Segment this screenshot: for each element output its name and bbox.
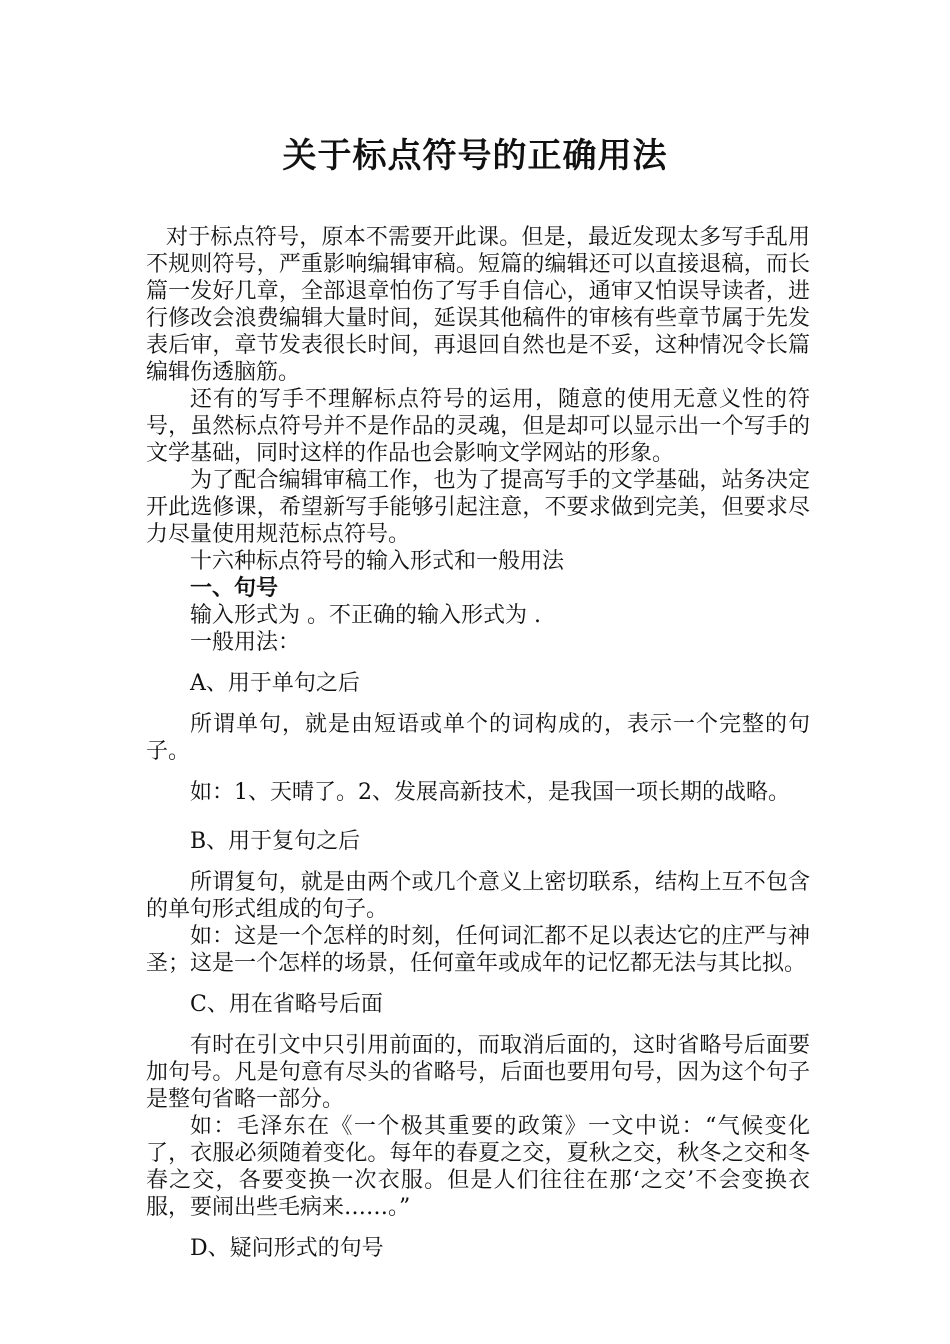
intro-paragraph: 对于标点符号，原本不需要开此课。但是，最近发现太多写手乱用不规则符号，严重影响编辑审稿。短篇的编辑还可以直接退稿，而长篇一发好几章，全部退章怕伤了写手自信心，通审又怕误导读者，进行修改会浪费编辑大量时间，延误其他稿件的审核有些章节属于先发表后审，章节发表很长时间，再退回自然也是不妥，这种情况令长篇编辑伤透脑筋。 bbox=[146, 225, 810, 385]
subheading-a: A、用于单句之后 bbox=[190, 671, 360, 696]
document-title: 关于标点符号的正确用法 bbox=[282, 136, 668, 176]
paragraph-a-example: 如：1、天晴了。2、发展高新技术，是我国一项长期的战略。 bbox=[190, 780, 790, 805]
section-heading-period: 一、句号 bbox=[190, 575, 279, 601]
paragraph-c-description: 有时在引文中只引用前面的，而取消后面的，这时省略号后面要加句号。凡是句意有尽头的省略号，后面也要用句号，因为这个句子是整句省略一部分。 bbox=[146, 1033, 810, 1112]
general-usage-label: 一般用法： bbox=[190, 630, 301, 655]
period-input-form: 输入形式为 。不正确的输入形式为 . bbox=[190, 603, 541, 628]
paragraph-sixteen-symbols: 十六种标点符号的输入形式和一般用法 bbox=[190, 549, 565, 574]
subheading-c: C、用在省略号后面 bbox=[190, 992, 383, 1017]
subheading-b: B、用于复句之后 bbox=[190, 829, 361, 854]
paragraph-b-description: 所谓复句，就是由两个或几个意义上密切联系，结构上互不包含的单句形式组成的句子。 bbox=[146, 870, 810, 922]
paragraph-symbol-usage: 还有的写手不理解标点符号的运用，随意的使用无意义性的符号，虽然标点符号并不是作品的灵魂，但是却可以显示出一个写手的文学基础，同时这样的作品也会影响文学网站的形象。 bbox=[146, 387, 810, 466]
paragraph-a-description: 所谓单句，就是由短语或单个的词构成的，表示一个完整的句子。 bbox=[146, 712, 810, 764]
subheading-d: D、疑问形式的句号 bbox=[190, 1236, 384, 1261]
document-body bbox=[146, 224, 810, 1262]
paragraph-course-purpose: 为了配合编辑审稿工作，也为了提高写手的文学基础，站务决定开此选修课，希望新写手能够引起注意，不要求做到完美，但要求尽力尽量使用规范标点符号。 bbox=[146, 468, 810, 547]
paragraph-c-example: 如：毛泽东在《一个极其重要的政策》一文中说：“气候变化了，衣服必须随着变化。每年的春夏之交，夏秋之交，秋冬之交和冬春之交，各要变换一次衣服。但是人们往往在那‘之交’不会变换衣服，要闹出些毛病来……。” bbox=[146, 1114, 810, 1220]
paragraph-b-example: 如：这是一个怎样的时刻，任何词汇都不足以表达它的庄严与神圣；这是一个怎样的场景，任何童年或成年的记忆都无法与其比拟。 bbox=[146, 924, 810, 976]
